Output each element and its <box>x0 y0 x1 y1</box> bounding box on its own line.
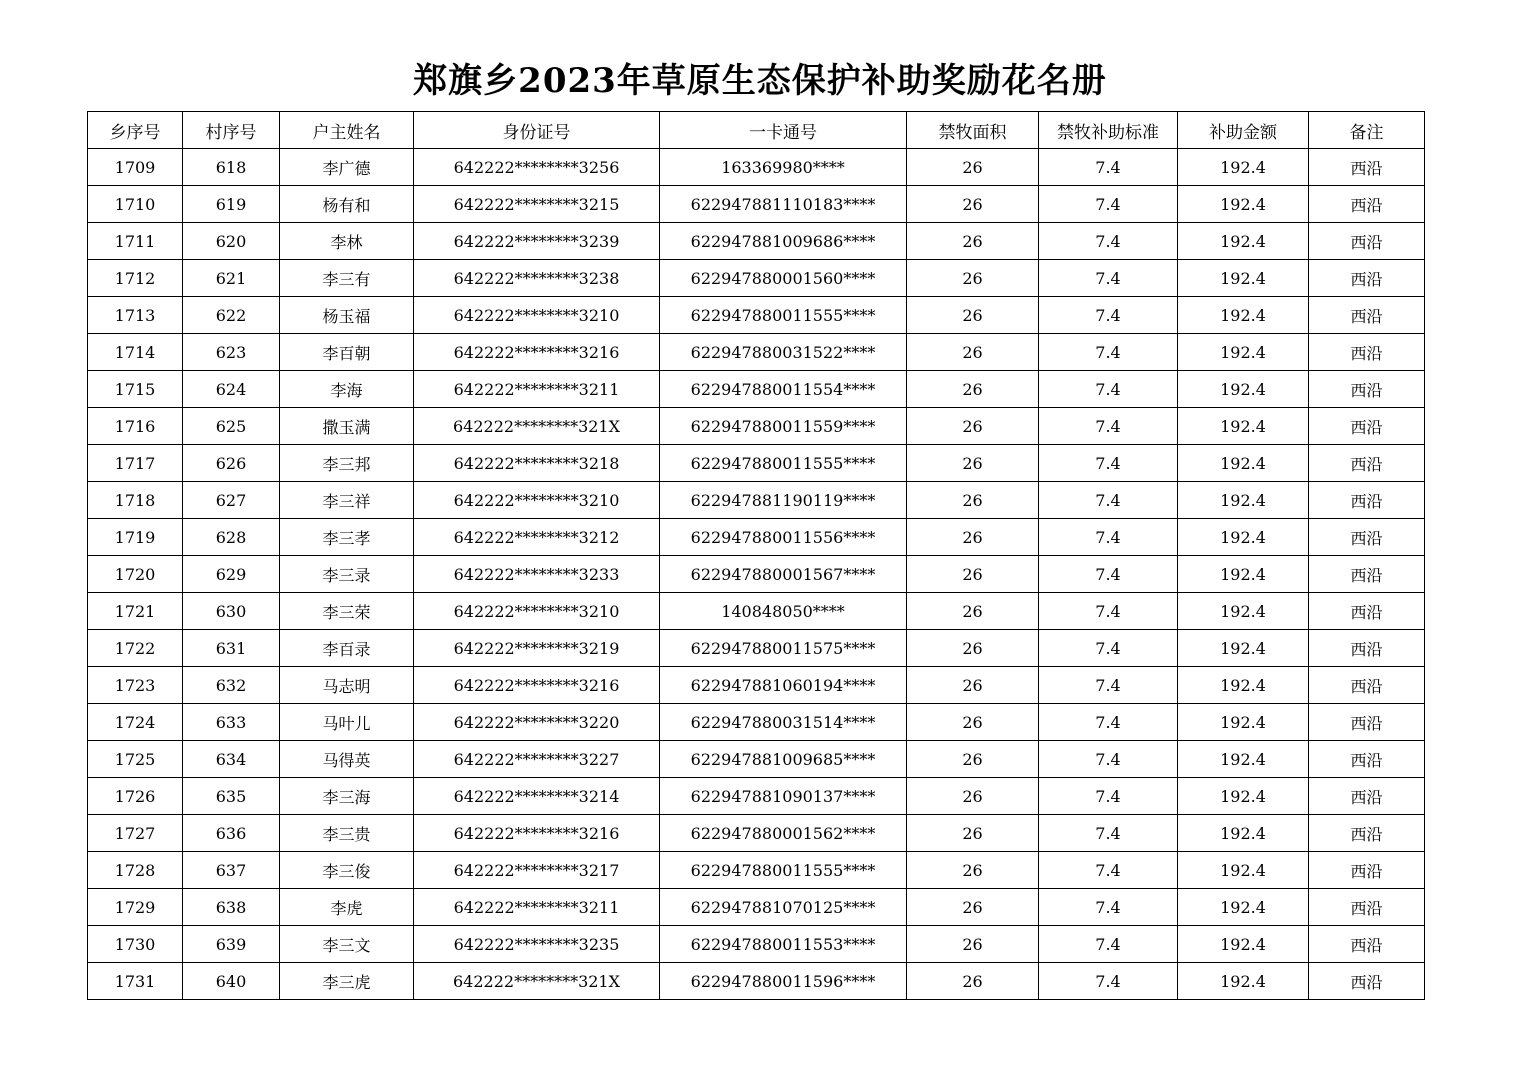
householder-name-cell: 马得英 <box>280 741 414 778</box>
grazing-ban-area-cell: 26 <box>907 630 1039 667</box>
remarks-cell: 西沿 <box>1309 593 1425 630</box>
column-header-subsidy-standard: 禁牧补助标准 <box>1039 112 1178 149</box>
id-number-cell: 642222********3211 <box>414 371 660 408</box>
householder-name-cell: 李林 <box>280 223 414 260</box>
grazing-ban-area-cell: 26 <box>907 519 1039 556</box>
subsidy-standard-cell: 7.4 <box>1039 149 1178 186</box>
village-no-cell: 622 <box>183 297 280 334</box>
table-row <box>88 186 1425 223</box>
id-number-cell: 642222********3216 <box>414 815 660 852</box>
remarks-cell: 西沿 <box>1309 852 1425 889</box>
table-row <box>88 260 1425 297</box>
village-no-cell: 618 <box>183 149 280 186</box>
table-row <box>88 815 1425 852</box>
township-no-cell: 1718 <box>88 482 183 519</box>
id-number-cell: 642222********3256 <box>414 149 660 186</box>
remarks-cell: 西沿 <box>1309 815 1425 852</box>
table-row <box>88 408 1425 445</box>
table-row <box>88 482 1425 519</box>
subsidy-standard-cell: 7.4 <box>1039 815 1178 852</box>
card-number-cell: 622947880011555**** <box>660 297 907 334</box>
remarks-cell: 西沿 <box>1309 334 1425 371</box>
subsidy-standard-cell: 7.4 <box>1039 334 1178 371</box>
householder-name-cell: 李三贵 <box>280 815 414 852</box>
table-row <box>88 926 1425 963</box>
subsidy-standard-cell: 7.4 <box>1039 852 1178 889</box>
subsidy-standard-cell: 7.4 <box>1039 667 1178 704</box>
grazing-ban-area-cell: 26 <box>907 260 1039 297</box>
card-number-cell: 140848050**** <box>660 593 907 630</box>
village-no-cell: 623 <box>183 334 280 371</box>
card-number-cell: 622947880011575**** <box>660 630 907 667</box>
township-no-cell: 1723 <box>88 667 183 704</box>
table-row <box>88 630 1425 667</box>
card-number-cell: 622947881009685**** <box>660 741 907 778</box>
village-no-cell: 638 <box>183 889 280 926</box>
table-row <box>88 519 1425 556</box>
grazing-ban-area-cell: 26 <box>907 186 1039 223</box>
village-no-cell: 632 <box>183 667 280 704</box>
column-header-township-no: 乡序号 <box>88 112 183 149</box>
township-no-cell: 1725 <box>88 741 183 778</box>
township-no-cell: 1709 <box>88 149 183 186</box>
township-no-cell: 1711 <box>88 223 183 260</box>
subsidy-standard-cell: 7.4 <box>1039 889 1178 926</box>
subsidy-amount-cell: 192.4 <box>1178 371 1309 408</box>
table-row <box>88 741 1425 778</box>
remarks-cell: 西沿 <box>1309 963 1425 1000</box>
id-number-cell: 642222********321X <box>414 408 660 445</box>
township-no-cell: 1717 <box>88 445 183 482</box>
grazing-ban-area-cell: 26 <box>907 334 1039 371</box>
id-number-cell: 642222********3233 <box>414 556 660 593</box>
card-number-cell: 622947880001562**** <box>660 815 907 852</box>
id-number-cell: 642222********3220 <box>414 704 660 741</box>
column-header-householder-name: 户主姓名 <box>280 112 414 149</box>
remarks-cell: 西沿 <box>1309 297 1425 334</box>
village-no-cell: 639 <box>183 926 280 963</box>
subsidy-amount-cell: 192.4 <box>1178 482 1309 519</box>
subsidy-amount-cell: 192.4 <box>1178 186 1309 223</box>
column-header-id-number: 身份证号 <box>414 112 660 149</box>
grazing-ban-area-cell: 26 <box>907 815 1039 852</box>
subsidy-standard-cell: 7.4 <box>1039 593 1178 630</box>
table-row <box>88 371 1425 408</box>
village-no-cell: 621 <box>183 260 280 297</box>
subsidy-amount-cell: 192.4 <box>1178 926 1309 963</box>
card-number-cell: 622947881190119**** <box>660 482 907 519</box>
id-number-cell: 642222********3218 <box>414 445 660 482</box>
grazing-ban-area-cell: 26 <box>907 667 1039 704</box>
card-number-cell: 622947880011555**** <box>660 445 907 482</box>
township-no-cell: 1713 <box>88 297 183 334</box>
village-no-cell: 627 <box>183 482 280 519</box>
subsidy-amount-cell: 192.4 <box>1178 519 1309 556</box>
householder-name-cell: 李百朝 <box>280 334 414 371</box>
householder-name-cell: 李三有 <box>280 260 414 297</box>
subsidy-standard-cell: 7.4 <box>1039 926 1178 963</box>
householder-name-cell: 撒玉满 <box>280 408 414 445</box>
card-number-cell: 622947880011555**** <box>660 852 907 889</box>
column-header-card-number: 一卡通号 <box>660 112 907 149</box>
id-number-cell: 642222********3212 <box>414 519 660 556</box>
id-number-cell: 642222********3227 <box>414 741 660 778</box>
householder-name-cell: 李三海 <box>280 778 414 815</box>
id-number-cell: 642222********3214 <box>414 778 660 815</box>
village-no-cell: 633 <box>183 704 280 741</box>
subsidy-standard-cell: 7.4 <box>1039 741 1178 778</box>
subsidy-standard-cell: 7.4 <box>1039 297 1178 334</box>
subsidy-standard-cell: 7.4 <box>1039 963 1178 1000</box>
id-number-cell: 642222********3211 <box>414 889 660 926</box>
subsidy-amount-cell: 192.4 <box>1178 778 1309 815</box>
remarks-cell: 西沿 <box>1309 630 1425 667</box>
table-row <box>88 889 1425 926</box>
subsidy-standard-cell: 7.4 <box>1039 260 1178 297</box>
remarks-cell: 西沿 <box>1309 778 1425 815</box>
subsidy-amount-cell: 192.4 <box>1178 223 1309 260</box>
householder-name-cell: 李三邦 <box>280 445 414 482</box>
id-number-cell: 642222********3216 <box>414 667 660 704</box>
remarks-cell: 西沿 <box>1309 186 1425 223</box>
subsidy-amount-cell: 192.4 <box>1178 815 1309 852</box>
subsidy-amount-cell: 192.4 <box>1178 260 1309 297</box>
table-row <box>88 149 1425 186</box>
grazing-ban-area-cell: 26 <box>907 297 1039 334</box>
township-no-cell: 1721 <box>88 593 183 630</box>
village-no-cell: 637 <box>183 852 280 889</box>
card-number-cell: 163369980**** <box>660 149 907 186</box>
subsidy-amount-cell: 192.4 <box>1178 963 1309 1000</box>
subsidy-amount-cell: 192.4 <box>1178 556 1309 593</box>
householder-name-cell: 李三俊 <box>280 852 414 889</box>
householder-name-cell: 李三录 <box>280 556 414 593</box>
table-row <box>88 297 1425 334</box>
remarks-cell: 西沿 <box>1309 223 1425 260</box>
householder-name-cell: 李百录 <box>280 630 414 667</box>
table-row <box>88 704 1425 741</box>
village-no-cell: 624 <box>183 371 280 408</box>
grazing-ban-area-cell: 26 <box>907 223 1039 260</box>
subsidy-amount-cell: 192.4 <box>1178 445 1309 482</box>
grazing-ban-area-cell: 26 <box>907 926 1039 963</box>
table-row <box>88 445 1425 482</box>
township-no-cell: 1727 <box>88 815 183 852</box>
householder-name-cell: 李三文 <box>280 926 414 963</box>
subsidy-amount-cell: 192.4 <box>1178 408 1309 445</box>
township-no-cell: 1724 <box>88 704 183 741</box>
id-number-cell: 642222********3210 <box>414 297 660 334</box>
village-no-cell: 636 <box>183 815 280 852</box>
village-no-cell: 630 <box>183 593 280 630</box>
subsidy-standard-cell: 7.4 <box>1039 704 1178 741</box>
householder-name-cell: 李三祥 <box>280 482 414 519</box>
column-header-grazing-ban-area: 禁牧面积 <box>907 112 1039 149</box>
township-no-cell: 1722 <box>88 630 183 667</box>
id-number-cell: 642222********3215 <box>414 186 660 223</box>
village-no-cell: 620 <box>183 223 280 260</box>
table-row <box>88 223 1425 260</box>
id-number-cell: 642222********3235 <box>414 926 660 963</box>
id-number-cell: 642222********3238 <box>414 260 660 297</box>
subsidy-standard-cell: 7.4 <box>1039 223 1178 260</box>
township-no-cell: 1710 <box>88 186 183 223</box>
id-number-cell: 642222********3219 <box>414 630 660 667</box>
householder-name-cell: 杨玉福 <box>280 297 414 334</box>
table-row <box>88 556 1425 593</box>
grazing-ban-area-cell: 26 <box>907 556 1039 593</box>
page-title: 郑旗乡2023年草原生态保护补助奖励花名册 <box>413 61 1107 101</box>
card-number-cell: 622947881090137**** <box>660 778 907 815</box>
grazing-ban-area-cell: 26 <box>907 741 1039 778</box>
remarks-cell: 西沿 <box>1309 926 1425 963</box>
remarks-cell: 西沿 <box>1309 889 1425 926</box>
householder-name-cell: 李三虎 <box>280 963 414 1000</box>
card-number-cell: 622947880011596**** <box>660 963 907 1000</box>
village-no-cell: 634 <box>183 741 280 778</box>
subsidy-amount-cell: 192.4 <box>1178 334 1309 371</box>
township-no-cell: 1720 <box>88 556 183 593</box>
table-row <box>88 852 1425 889</box>
grazing-ban-area-cell: 26 <box>907 778 1039 815</box>
village-no-cell: 635 <box>183 778 280 815</box>
roster-table <box>87 111 1425 1000</box>
subsidy-standard-cell: 7.4 <box>1039 408 1178 445</box>
subsidy-amount-cell: 192.4 <box>1178 667 1309 704</box>
township-no-cell: 1719 <box>88 519 183 556</box>
village-no-cell: 625 <box>183 408 280 445</box>
grazing-ban-area-cell: 26 <box>907 371 1039 408</box>
card-number-cell: 622947880011553**** <box>660 926 907 963</box>
table-row <box>88 593 1425 630</box>
township-no-cell: 1728 <box>88 852 183 889</box>
card-number-cell: 622947880001560**** <box>660 260 907 297</box>
subsidy-standard-cell: 7.4 <box>1039 482 1178 519</box>
householder-name-cell: 李海 <box>280 371 414 408</box>
table-row <box>88 778 1425 815</box>
grazing-ban-area-cell: 26 <box>907 963 1039 1000</box>
householder-name-cell: 李虎 <box>280 889 414 926</box>
township-no-cell: 1730 <box>88 926 183 963</box>
card-number-cell: 622947881070125**** <box>660 889 907 926</box>
village-no-cell: 629 <box>183 556 280 593</box>
id-number-cell: 642222********3210 <box>414 482 660 519</box>
subsidy-amount-cell: 192.4 <box>1178 704 1309 741</box>
card-number-cell: 622947880011554**** <box>660 371 907 408</box>
remarks-cell: 西沿 <box>1309 445 1425 482</box>
card-number-cell: 622947880001567**** <box>660 556 907 593</box>
id-number-cell: 642222********3239 <box>414 223 660 260</box>
card-number-cell: 622947880031522**** <box>660 334 907 371</box>
column-header-village-no: 村序号 <box>183 112 280 149</box>
column-header-remarks: 备注 <box>1309 112 1425 149</box>
township-no-cell: 1714 <box>88 334 183 371</box>
subsidy-standard-cell: 7.4 <box>1039 778 1178 815</box>
subsidy-standard-cell: 7.4 <box>1039 556 1178 593</box>
subsidy-amount-cell: 192.4 <box>1178 741 1309 778</box>
id-number-cell: 642222********3217 <box>414 852 660 889</box>
subsidy-standard-cell: 7.4 <box>1039 519 1178 556</box>
householder-name-cell: 马叶儿 <box>280 704 414 741</box>
table-row <box>88 667 1425 704</box>
column-header-subsidy-amount: 补助金额 <box>1178 112 1309 149</box>
householder-name-cell: 李三荣 <box>280 593 414 630</box>
township-no-cell: 1715 <box>88 371 183 408</box>
subsidy-amount-cell: 192.4 <box>1178 149 1309 186</box>
subsidy-standard-cell: 7.4 <box>1039 445 1178 482</box>
village-no-cell: 628 <box>183 519 280 556</box>
subsidy-amount-cell: 192.4 <box>1178 852 1309 889</box>
grazing-ban-area-cell: 26 <box>907 445 1039 482</box>
subsidy-standard-cell: 7.4 <box>1039 371 1178 408</box>
id-number-cell: 642222********3210 <box>414 593 660 630</box>
subsidy-amount-cell: 192.4 <box>1178 297 1309 334</box>
card-number-cell: 622947880011559**** <box>660 408 907 445</box>
township-no-cell: 1716 <box>88 408 183 445</box>
table-header-row <box>88 112 1425 149</box>
id-number-cell: 642222********3216 <box>414 334 660 371</box>
township-no-cell: 1726 <box>88 778 183 815</box>
remarks-cell: 西沿 <box>1309 556 1425 593</box>
id-number-cell: 642222********321X <box>414 963 660 1000</box>
subsidy-amount-cell: 192.4 <box>1178 593 1309 630</box>
village-no-cell: 619 <box>183 186 280 223</box>
township-no-cell: 1729 <box>88 889 183 926</box>
remarks-cell: 西沿 <box>1309 408 1425 445</box>
householder-name-cell: 杨有和 <box>280 186 414 223</box>
village-no-cell: 626 <box>183 445 280 482</box>
grazing-ban-area-cell: 26 <box>907 149 1039 186</box>
card-number-cell: 622947880011556**** <box>660 519 907 556</box>
table-row <box>88 963 1425 1000</box>
village-no-cell: 631 <box>183 630 280 667</box>
remarks-cell: 西沿 <box>1309 260 1425 297</box>
remarks-cell: 西沿 <box>1309 482 1425 519</box>
table-body <box>88 149 1425 1000</box>
subsidy-amount-cell: 192.4 <box>1178 889 1309 926</box>
card-number-cell: 622947880031514**** <box>660 704 907 741</box>
subsidy-amount-cell: 192.4 <box>1178 630 1309 667</box>
grazing-ban-area-cell: 26 <box>907 704 1039 741</box>
remarks-cell: 西沿 <box>1309 149 1425 186</box>
remarks-cell: 西沿 <box>1309 741 1425 778</box>
remarks-cell: 西沿 <box>1309 371 1425 408</box>
village-no-cell: 640 <box>183 963 280 1000</box>
householder-name-cell: 李三孝 <box>280 519 414 556</box>
grazing-ban-area-cell: 26 <box>907 889 1039 926</box>
remarks-cell: 西沿 <box>1309 519 1425 556</box>
remarks-cell: 西沿 <box>1309 704 1425 741</box>
grazing-ban-area-cell: 26 <box>907 482 1039 519</box>
grazing-ban-area-cell: 26 <box>907 852 1039 889</box>
grazing-ban-area-cell: 26 <box>907 593 1039 630</box>
subsidy-standard-cell: 7.4 <box>1039 186 1178 223</box>
subsidy-standard-cell: 7.4 <box>1039 630 1178 667</box>
remarks-cell: 西沿 <box>1309 667 1425 704</box>
householder-name-cell: 马志明 <box>280 667 414 704</box>
grazing-ban-area-cell: 26 <box>907 408 1039 445</box>
card-number-cell: 622947881060194**** <box>660 667 907 704</box>
table-row <box>88 334 1425 371</box>
card-number-cell: 622947881009686**** <box>660 223 907 260</box>
township-no-cell: 1731 <box>88 963 183 1000</box>
householder-name-cell: 李广德 <box>280 149 414 186</box>
township-no-cell: 1712 <box>88 260 183 297</box>
card-number-cell: 622947881110183**** <box>660 186 907 223</box>
